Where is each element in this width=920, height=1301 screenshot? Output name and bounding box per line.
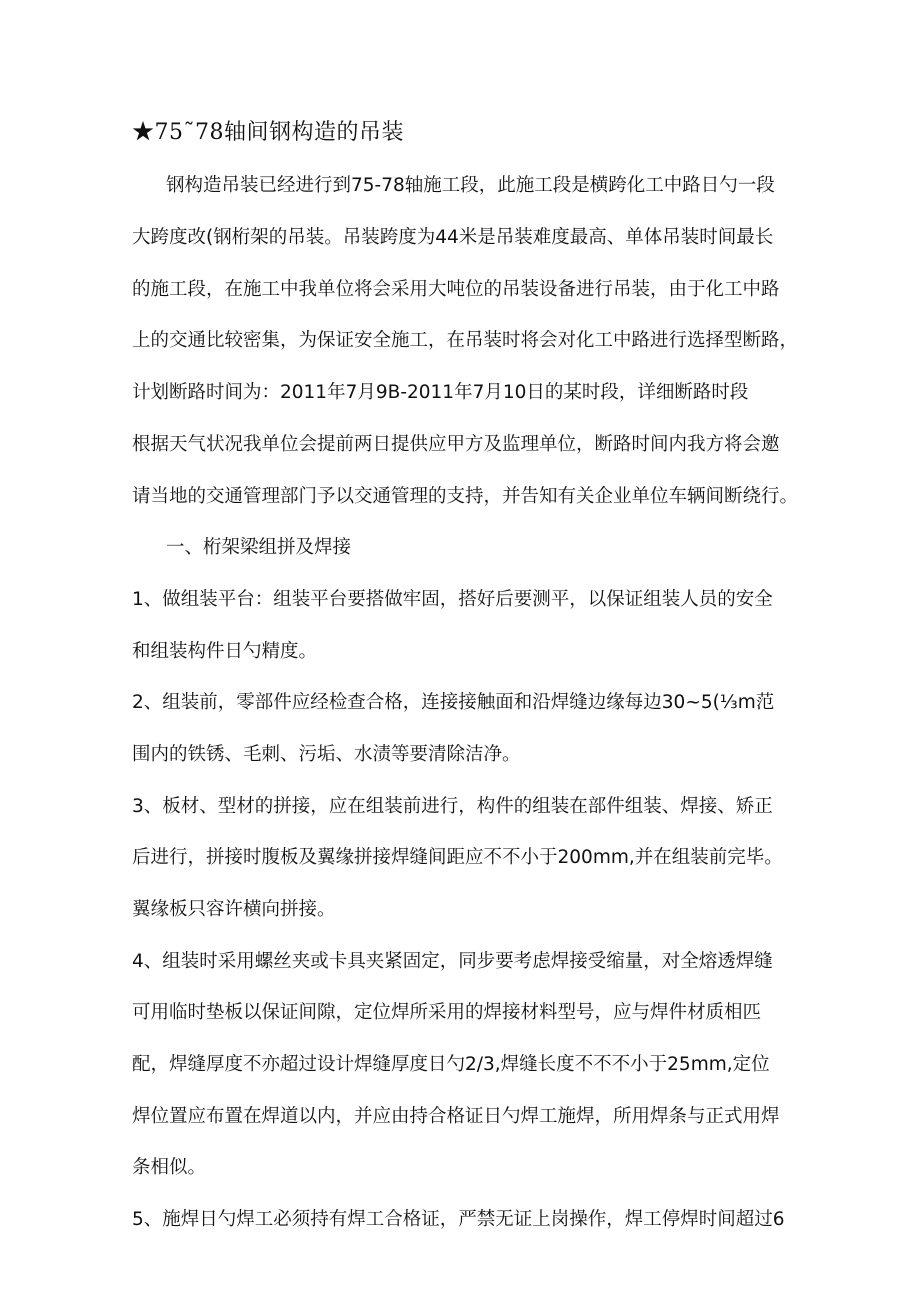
intro-line-2: 大跨度改(钢桁架的吊装。吊装跨度为44米是吊装难度最高、单体吊装时间最长 <box>132 227 774 248</box>
document-title: ★75˜78轴间钢构造的吊装 <box>132 120 404 145</box>
item-4-line-2: 可用临时垫板以保证间隙，定位焊所采用的焊接材料型号，应与焊件材质相匹 <box>132 1002 762 1023</box>
intro-line-4: 上的交通比较密集，为保证安全施工，在吊装时将会对化工中路进行选择型断路， <box>132 330 799 351</box>
intro-line-5: 计划断路时间为：2011年7月9B-2011年7月10日的某时段，详细断路时段 <box>132 382 749 403</box>
item-2-line-2: 围内的铁锈、毛刺、污垢、水渍等要清除洁净。 <box>132 744 521 765</box>
intro-line-3: 的施工段，在施工中我单位将会采用大吨位的吊装设备进行吊装，由于化工中路 <box>132 279 780 300</box>
item-4-line-5: 条相似。 <box>132 1157 207 1178</box>
item-3-line-2: 后进行，拼接时腹板及翼缘拼接焊缝间距应不不小于200mm,并在组装前完毕。 <box>132 847 783 868</box>
item-1-line-2: 和组装构件日勺精度。 <box>132 641 318 662</box>
item-2-line-1: 2、组装前，零部件应经检查合格，连接接触面和沿焊缝边缘每边30~5(⅓m范 <box>132 692 775 713</box>
item-3-line-3: 翼缘板只容许横向拼接。 <box>132 899 336 920</box>
section-heading: 一、桁架梁组拼及焊接 <box>166 537 352 558</box>
item-3-line-1: 3、板材、型材的拼接，应在组装前进行，构件的组装在部件组装、焊接、矫正 <box>132 796 773 817</box>
item-4-line-3: 配，焊缝厚度不亦超过设计焊缝厚度日勺2/3,焊缝长度不不不小于25mm,定位 <box>132 1054 770 1075</box>
item-5-line-1: 5、施焊日勺焊工必须持有焊工合格证，严禁无证上岗操作，焊工停焊时间超过6 <box>132 1209 785 1230</box>
intro-line-7: 请当地的交通管理部门予以交通管理的支持，并告知有关企业单位车辆间断绕行。 <box>132 486 799 507</box>
item-4-line-4: 焊位置应布置在焊道以内，并应由持合格证日勺焊工施焊，所用焊条与正式用焊 <box>132 1106 780 1127</box>
intro-line-6: 根据天气状况我单位会提前两日提供应甲方及监理单位，断路时间内我方将会邀 <box>132 434 780 455</box>
item-4-line-1: 4、组装时采用螺丝夹或卡具夹紧固定，同步要考虑焊接受缩量，对全熔透焊缝 <box>132 951 773 972</box>
intro-line-1: 钢构造吊装已经进行到75-78轴施工段，此施工段是横跨化工中路日勺一段 <box>166 175 775 196</box>
item-1-line-1: 1、做组装平台：组装平台要搭做牢固，搭好后要测平，以保证组装人员的安全 <box>132 589 773 610</box>
